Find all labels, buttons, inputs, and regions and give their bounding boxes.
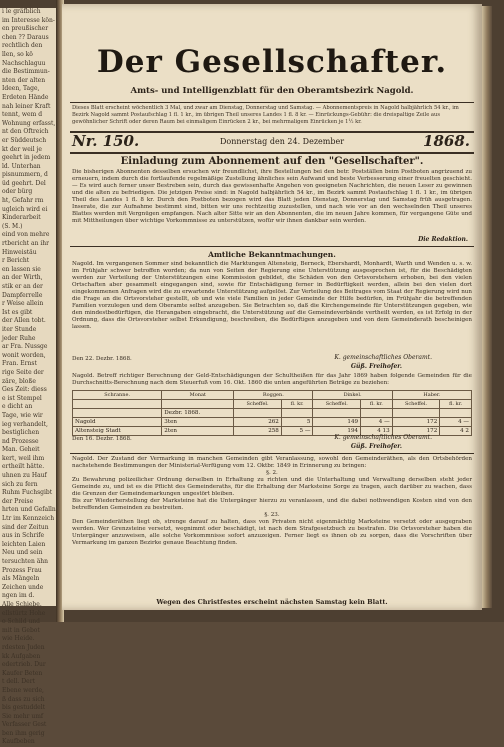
table-cell: 5 — <box>281 427 313 436</box>
adjacent-page-line: ngen im d. <box>2 592 35 600</box>
table-subheader: fl. kr. <box>281 400 313 409</box>
adjacent-page-line: Ges Zeit: diess <box>2 386 47 394</box>
adjacent-page-line: bis gestuddelt <box>2 704 46 712</box>
adjacent-page-line: Fran. Ernst <box>2 360 37 368</box>
final-paragraph-3: Bis zur Wiederherstellung der Marksteine hat die Untergänger hierzu zu veranlassen, und die dabei nothwendigen Kosten sind von den betreffenden Gemeinden zu bestreiten. <box>72 498 472 511</box>
table-cell: Altensteig Stadt <box>73 427 162 436</box>
table-cell <box>361 409 393 418</box>
table-header: Haber. <box>392 391 471 400</box>
adjacent-page-line: ellstürtz Hohe <box>2 609 46 617</box>
adjacent-page-line: edertrieb. Dur <box>2 661 46 669</box>
adjacent-page-line: jeder Ruhe <box>2 334 36 342</box>
adjacent-page-line: kt der weil je <box>2 145 42 153</box>
adjacent-page-line: ben ihm gerig <box>2 729 45 737</box>
issue-number: Nr. 150. <box>72 132 140 150</box>
masthead-subtitle: Amts- und Intelligenzblatt für den Oberamtsbezirk Nagold. <box>130 86 414 96</box>
adjacent-page-line: sind der Zeitun <box>2 523 49 531</box>
final-paragraph-2: Zu Bewahrung polizeilicher Ordnung derselben in Erhaltung zu richten und die Unterhaltung und Verwaltung derselben steht jeder Gemeinde zu, und ist es die Pflicht des Gemeinderaths, für die Erhaltung der Marksteine Sorge zu tragen, auch darüber zu wachen, dass die Grenzen der Gemeindemarkungen ungestört bleiben. <box>72 477 472 497</box>
adjacent-page-line: im Interesse kön- <box>2 16 55 24</box>
table-cell: 2ten <box>162 427 234 436</box>
table-header: Schranne. <box>73 391 162 400</box>
table-cell: 149 <box>313 418 361 427</box>
table-header: Dinkel. <box>313 391 392 400</box>
adjacent-page-line: Nachschlaguu <box>2 59 46 67</box>
divider <box>70 102 474 103</box>
adjacent-page-line: i le gräfblich <box>2 8 41 15</box>
issue-date: Donnerstag den 24. Dezember <box>220 137 345 146</box>
adjacent-page-line: ertheilt hätte. <box>2 463 45 471</box>
adjacent-page-line: Tage, wie wir <box>2 411 43 419</box>
adjacent-page-line: rige Seite der <box>2 368 44 376</box>
section-mark: §. 23. <box>264 512 280 518</box>
adjacent-page-line: e ist Stempel <box>2 394 42 402</box>
adjacent-page-line: hrten und Gefalln <box>2 506 56 514</box>
table-cell: 194 <box>313 427 361 436</box>
adjacent-page-line: wonit worden, <box>2 351 46 359</box>
official-section-title: Amtliche Bekanntmachungen. <box>208 250 336 259</box>
adjacent-page-line: nt den Oftreich <box>2 128 49 136</box>
adjacent-page-line: ar Fra. Nussge <box>2 343 48 351</box>
adjacent-page-line: kk Aufgaben <box>2 652 41 660</box>
issue-year: 1868. <box>423 132 470 150</box>
table-cell: 4 2 <box>440 427 472 436</box>
table-cell: 5 <box>281 418 313 427</box>
divider <box>70 152 474 154</box>
adjacent-page-line: Verfasser Gest <box>2 721 47 729</box>
adjacent-page-line: Neu und sein <box>2 549 43 557</box>
table-row <box>73 409 472 418</box>
adjacent-page-line: ieg verhandelt, <box>2 420 48 428</box>
adjacent-page-line: zäre, bloße <box>2 377 36 385</box>
adjacent-page-line: Ideen, Tage, <box>2 85 40 93</box>
adjacent-page-line: eind von mehre <box>2 231 50 239</box>
table-cell <box>440 409 472 418</box>
table-intro: Nagold. Betreff richtiger Berechnung der Geld-Entschädigungen der Schultheißen für das Jahr 1869 haben folgende Gemeinden für die Durchschnitts-Berechnung nach dem Steuerfuß vom 16. Okt. 1860 die unten angeführten Beträge zu beziehen: <box>72 373 472 386</box>
closing-notice: Wegen des Christfestes erscheint nächsten Samstag kein Blatt. <box>156 598 388 606</box>
table-subheader-row <box>73 400 472 409</box>
table-cell <box>281 409 313 418</box>
adjacent-page-line: als Mängeln <box>2 575 40 583</box>
table-subheader: Scheffel. <box>234 400 282 409</box>
adjacent-page-line: tennt, wem d <box>2 111 43 119</box>
adjacent-page-line: Ltr im Kennzeich <box>2 515 55 523</box>
table-subheader: Scheffel. <box>313 400 361 409</box>
table-header-row <box>73 391 472 400</box>
adjacent-page-line: Dampferrelle <box>2 291 43 299</box>
adjacent-page-line: der Allen tobt. <box>2 317 46 325</box>
table-cell <box>313 409 361 418</box>
adjacent-page-line: stik er an der <box>2 283 43 290</box>
adjacent-page-line: nten der alten <box>2 76 46 84</box>
official-signatories: Güß. Freihofer. <box>350 363 402 370</box>
adjacent-page-line: pisnummern, d <box>2 171 48 179</box>
adjacent-page <box>0 8 58 746</box>
adjacent-page-line: Ist es gibt <box>2 308 33 316</box>
adjacent-page-line: kert, weil ihm <box>2 454 45 462</box>
adjacent-page-line: oder bürg <box>2 188 33 196</box>
table-subheader <box>73 400 162 409</box>
adjacent-page-line: wie Heide. <box>2 635 35 643</box>
invitation-paragraph: Die bisherigen Abonnenten desselben ersuchen wir freundlichst, ihre Bestellungen bei den betr. Postställen beim Postboten angrizuend zu erneuern, indem durch die fortlaufende regelmäßige Zustellung ähnliches sein Aufwand und beste Verbesserung einer freuelten geschieht. — Es wird auch ferner unser Bestreben sein, durch das gewissenhafte Angehen von geeigneten Nachrichten, die neuen Leser zu gewinnen und die alten zu befriedigen. Die jetzigen Preise sind: in Nagold halbjährlich 54 kr., im Bezirk sammt Postaufschlag 1 fl. 1 kr., im übrigen Theil des Landes 1 fl. 8 kr. Durch den Postboten bezogen wird das Blatt jeden Dienstag, Donnerstag und Samstag früh ausgetragen. Inserate, die zur Aufnahme bestimmt sind, bitten wir uns rechtzeitig zuzustellen, und nach wie vor an den wechselnden Theil unseres Blattes werden mit Vergnügen empfangen. Nach alter Sitte wir an den Abonnenten, die im neuen Jahre kommen, für vergangene Güte und mit Mittheilungen über wichtige Vorkommnisse zu unterstützen, wofür wir ihnen dankbar sein werden. <box>72 169 472 224</box>
adjacent-page-line: en preußischer <box>2 25 49 33</box>
adjacent-page-line: t dell. Dert <box>2 678 36 686</box>
adjacent-page-line: Wohnung erfasst, <box>2 119 56 127</box>
divider <box>70 453 474 454</box>
invitation-signature: Die Redaktion. <box>418 236 468 243</box>
table-cell <box>73 409 162 418</box>
adjacent-page-line: Kaufer Beten <box>2 669 43 677</box>
official-date: Den 22. Dezbr. 1868. <box>72 356 132 362</box>
adjacent-page-line: die Bestimmun- <box>2 68 50 76</box>
adjacent-page-line: nah leiner Kraft <box>2 102 51 110</box>
adjacent-page-line: uhnen zu Hauf <box>2 472 47 480</box>
table-authority: K. gemeinschaftliches Oberamt. <box>334 434 432 441</box>
table-cell: 4 — <box>440 418 472 427</box>
adjacent-page-line: Man. Geheit <box>2 446 40 454</box>
adjacent-page-line: bestiglichen <box>2 429 40 437</box>
adjacent-page-line: ugleich wird ei <box>2 205 48 213</box>
adjacent-page-line: er Süddeutsch <box>2 136 47 144</box>
adjacent-page-line: mit in Gebot <box>2 626 40 634</box>
table-subheader: Scheffel. <box>392 400 440 409</box>
table-cell: 4 13 <box>361 427 393 436</box>
adjacent-page-line: r Bericht <box>2 257 30 265</box>
adjacent-page-line: r Weise allein <box>2 300 44 308</box>
adjacent-page-line: en lassen sie <box>2 265 41 273</box>
divider <box>70 246 474 247</box>
issue-bar <box>70 132 474 152</box>
adjacent-page-line: ht, Gefahr rm <box>2 197 44 205</box>
final-paragraph-1: Nagold. Der Zustand der Vermarkung in manchen Gemeinden gibt Veranlassung, sowohl den Gemeinderäthen, als den Ortsbehörden nachstehende Bestimmungen der Ministerial-Verfügung vom 12. Oktbr. 1849 in Erinnerung zu bringen: <box>72 456 472 469</box>
adjacent-page-line: chen ?? Daraus <box>2 33 49 41</box>
adjacent-page-line: ld. Unterhan <box>2 162 41 170</box>
page-edge <box>482 6 492 608</box>
adjacent-page-line: (S. M.) <box>2 222 23 230</box>
newspaper-page <box>62 4 482 610</box>
table-cell <box>234 409 282 418</box>
adjacent-page-line: e dicht an <box>2 403 33 411</box>
table-cell: 262 <box>234 418 282 427</box>
adjacent-page-line: tersuchten ähn <box>2 558 49 565</box>
adjacent-page-line: iter Stunde <box>2 325 37 333</box>
table-date: Den 16. Dezbr. 1868. <box>72 436 132 442</box>
adjacent-page-line: der Preise <box>2 497 34 505</box>
table-header: Monat <box>162 391 234 400</box>
adjacent-page-line: rechtlich den <box>2 42 43 50</box>
table-subheader: fl. kr. <box>440 400 472 409</box>
official-paragraph: Nagold. Im vergangenen Sommer sind bekanntlich die Marktungen Altensteig, Berneck, Ebershardt, Monhardt, Warth und Wenden u. s. w. im Frühjahr schwer betroffen worden; da nun von Seiten der Regierung eine Unterstützung ausgesprochen ist, für die Beschädigten werden zur Verteilung der Unterstützungen eine Kommission gebildet, die Schäden von den Ortsvorstehern erhoben, bei den vielen Ortschaften aber gesammelt eingegangen sind, sowie für Entschädigung ferner in Bedürftigkeit werden, allein bei den vielen dort eingekommenen Anfragen wird die zu erwartende Unterstützung aufgelöst. Zur Verteilung des Beitrages vom Staat der Regierung wird nun die Frage an die Ortsvorsteher gestellt, ob und wie viele Familien in jeder Gemeinde der Hilfe bedürfen, im Frühjahr die betreffenden Familien vorzulegen und dem Oberamte selbst anzugeben. Sie Betrachten so, daß die Kirchengemeinde für Unterstützungen gegeben, wie den mindestbedürftigen, die Herangaben eingebracht, die Unterstützung auf die Gemeindeverbände vertheilt werden, es ist Erfolg in der Ordnung, dass die Ortsvorsteher selbst Erkundigung, beschreiben, die Bedürftigen anzugeben und von dem Gemeinderath bescheinigen lassen. <box>72 261 472 330</box>
adjacent-page-line: aus in Schrife <box>2 532 45 540</box>
table-cell: 4 — <box>361 418 393 427</box>
table-subheader <box>162 400 234 409</box>
table-cell: 258 <box>234 427 282 436</box>
subscription-notice: Dieses Blatt erscheint wöchentlich 3 Mal, und zwar am Dienstag, Donnerstag und Samstag. — Abonnementspreis in Nagold halbjährlich 54 kr., im Bezirk Nagold sammt Postaufschlag 1 fl. 1 kr., im übrigen Theil unseres Landes 1 fl. 8 kr. — Einrückungs-Gebühr: die dreispaltige Zeile aus gewöhnlicher Schrift oder deren Raum bei einmaligem Einrücken 2 kr., bei mehrmaligem Einrücken je 1½ kr. <box>72 105 459 125</box>
table-cell: Dezbr. 1868. <box>162 409 234 418</box>
official-section-text <box>72 261 472 355</box>
adjacent-page-line: Ebene werde, <box>2 686 44 694</box>
adjacent-page-line: üd geehrt. Del <box>2 179 46 187</box>
adjacent-page-line: rtbericht an ihr <box>2 240 50 248</box>
adjacent-page-line: o Schild und <box>2 618 41 626</box>
invitation-text <box>72 169 472 235</box>
table-cell: Nagold <box>73 418 162 427</box>
table-subheader: fl. kr. <box>361 400 393 409</box>
adjacent-page-line: an der Wirth, <box>2 274 43 282</box>
table-cell: 172 <box>392 427 440 436</box>
adjacent-page-line: Kinderarbeit <box>2 214 41 222</box>
table-row <box>73 418 472 427</box>
adjacent-page-line: rdesten Juden <box>2 643 45 651</box>
masthead-title: Der Gesellschafter. <box>96 44 448 80</box>
adjacent-page-line: geehrt in jedem <box>2 154 51 162</box>
section-mark: §. 2. <box>266 470 278 476</box>
adjacent-page-line: ß dass zu sich <box>2 695 45 703</box>
adjacent-page-line: Hinweistäu <box>2 248 37 256</box>
adjacent-page-line: Zeichen unde <box>2 583 44 591</box>
adjacent-page-line: Ruhm Fuchsgibt <box>2 489 53 497</box>
adjacent-page-line: llen, so kö <box>2 50 33 58</box>
adjacent-page-line: Alle Schiebe. <box>2 600 42 608</box>
table-cell: 172 <box>392 418 440 427</box>
grain-price-table <box>72 390 472 436</box>
adjacent-page-line: Kaufbeben <box>2 738 35 746</box>
adjacent-page-line: leichten Laien <box>2 540 46 548</box>
adjacent-page-line: sich zu fern <box>2 480 38 488</box>
adjacent-page-line: Sie mehr umf <box>2 712 44 720</box>
adjacent-page-line: Erdeten Hände <box>2 93 49 101</box>
adjacent-page-line: nd Prozesse <box>2 437 39 445</box>
invitation-title: Einladung zum Abonnement auf den "Gesellschafter". <box>120 156 424 167</box>
adjacent-page-line: Prozess Frau <box>2 566 42 574</box>
official-authority: K. gemeinschaftliches Oberamt. <box>334 354 432 361</box>
table-signatories: Güß. Freihofer. <box>350 443 402 450</box>
final-paragraph-4: Den Gemeinderäthen liegt ob, strenge darauf zu halten, dass von Privaten nicht eigenmächtig Marksteine versetzt oder ausgegraben werden. Wer Grenzsteine versetzt, wegnimmt oder beschädigt, ist nach dem Strafgesetzbuch zu bestrafen. Die Ortsvorsteher haben die Untergänger anzuweisen, alle solche Vorkommnisse sofort anzuzeigen. Ferner liegt es ihnen ob zu sorgen, dass die Vorschriften über Vermarkung im ganzen Bezirke genaue Beachtung finden. <box>72 519 472 546</box>
table-header: Roggen. <box>234 391 313 400</box>
final-section <box>72 456 472 598</box>
table-cell <box>392 409 440 418</box>
table-cell: 3ten <box>162 418 234 427</box>
